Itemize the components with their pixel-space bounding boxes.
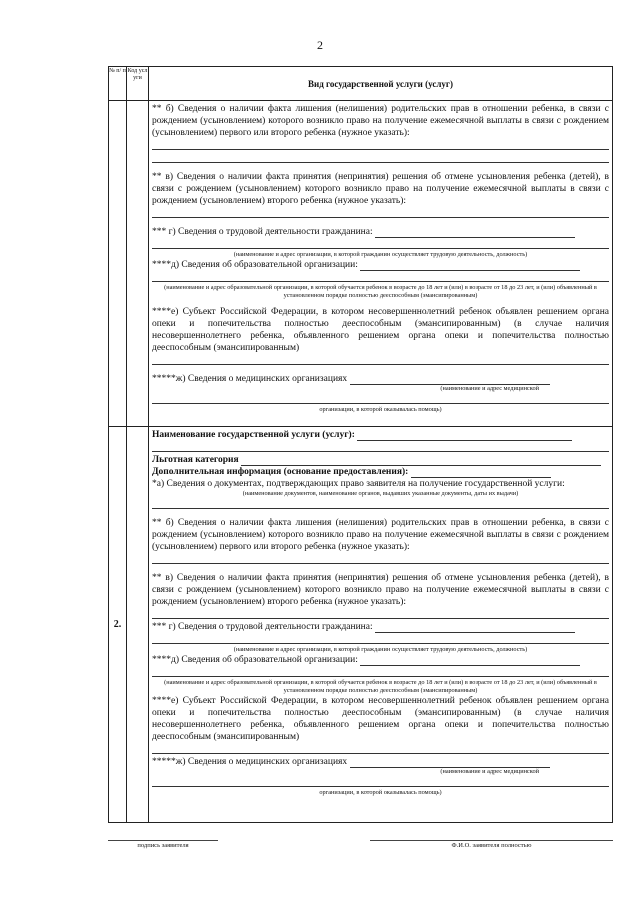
row1-v-field[interactable] (152, 207, 609, 218)
row2-g-field-2[interactable] (152, 633, 609, 644)
row1-d-note: (наименование и адрес образовательной организации, в которой обучается ребенок в возрасте до 18 лет и (или) в возрасте от 18 до 23 лет, и (или) объявленный в установленном порядке полностью дееспособным (эмансипированным) (164, 284, 597, 299)
row2-code-cell (127, 427, 149, 823)
row2-additional-label: Дополнительная информация (основание предоставления): (152, 467, 409, 477)
row2-content (149, 427, 613, 823)
row2-zh-field-2[interactable] (152, 776, 609, 787)
table-row (109, 427, 613, 823)
row2-item-a: *а) Сведения о документах, подтверждающих право заявителя на получение государственной услуги: (152, 479, 565, 489)
row1-code-cell (127, 101, 149, 427)
services-table (108, 66, 613, 823)
row1-item-v: ** в) Сведения о наличии факта принятия (непринятия) решения об отмене усыновления ребенка (детей), в связи с рождением (усыновлением) которого возникло право на получение ежемесячной выплаты в связи с рождением (усыновлением) второго ребенка (нужное указать): (152, 172, 609, 206)
row1-zh-note1: (наименование и адрес медицинской (440, 385, 539, 392)
full-name-line[interactable] (370, 840, 613, 841)
row1-zh-field[interactable] (350, 375, 550, 385)
row2-a-note: (наименование документов, наименование органов, выдавших указанные документы, даты их выдачи) (242, 490, 519, 497)
row1-d-field-2[interactable] (152, 271, 609, 282)
row2-name-field[interactable] (357, 431, 572, 441)
full-name-label: Ф.И.О. заявителя полностью (451, 842, 532, 849)
row2-additional-field[interactable] (411, 468, 551, 478)
row2-e-field[interactable] (152, 743, 609, 754)
row1-item-d: ****д) Сведения об образовательной организации: (152, 260, 358, 270)
table-row (109, 101, 613, 427)
row1-e-field[interactable] (152, 354, 609, 365)
row2-v-field[interactable] (152, 608, 609, 619)
row2-g-note: (наименование и адрес организации, в которой гражданин осуществляет трудовую деятельность, должность) (233, 646, 528, 653)
row2-zh-note1: (наименование и адрес медицинской (440, 768, 539, 775)
row1-g-note: (наименование и адрес организации, в которой гражданин осуществляет трудовую деятельность, должность) (233, 251, 528, 258)
row2-g-field[interactable] (375, 623, 575, 633)
row2-item-g: *** г) Сведения о трудовой деятельности гражданина: (152, 622, 373, 632)
row2-name-field-2[interactable] (152, 441, 609, 452)
row1-number-cell (109, 101, 127, 427)
row2-category-field[interactable] (241, 456, 601, 466)
row1-content (149, 101, 613, 427)
row2-item-v: ** в) Сведения о наличии факта принятия (непринятия) решения об отмене усыновления ребенка (детей), в связи с рождением (усыновлением) которого возникло право на получение ежемесячной выплаты в связи с рождением (усыновлением) второго ребенка (нужное указать): (152, 573, 609, 607)
row2-item-zh: *****ж) Сведения о медицинских организациях (152, 757, 348, 767)
row2-name-label: Наименование государственной услуги (услуг): (152, 430, 355, 440)
table-header-row (109, 67, 613, 101)
row2-a-field[interactable] (152, 498, 609, 509)
row2-zh-note2: организации, в которой оказывалась помощь) (319, 789, 442, 796)
row2-b-field[interactable] (152, 553, 609, 564)
row1-zh-field-2[interactable] (152, 393, 609, 404)
row1-g-field[interactable] (375, 228, 575, 238)
row1-zh-note2: организации, в которой оказывалась помощь) (319, 406, 442, 413)
col-number-header: № п/ п (109, 67, 127, 101)
col-service-header: Вид государственной услуги (услуг) (149, 67, 613, 101)
col-code-header: Код усл уги (127, 67, 149, 101)
page-number: 2 (317, 38, 323, 52)
row2-zh-field[interactable] (350, 758, 550, 768)
row2-category-label: Льготная категория (152, 455, 239, 465)
row1-d-field[interactable] (360, 261, 580, 271)
row2-d-field[interactable] (360, 656, 580, 666)
signature-line[interactable] (108, 840, 218, 841)
row2-number: 2. (109, 427, 127, 823)
row1-b-field-2[interactable] (152, 152, 609, 163)
row1-b-field[interactable] (152, 139, 609, 150)
row2-item-b: ** б) Сведения о наличии факта лишения (нелишения) родительских прав в отношении ребенка, в связи с рождением (усыновлением) которого возникло право на получение ежемесячной выплаты в связи с рождением (усыновлением) первого или второго ребенка (нужное указать): (152, 518, 609, 552)
row1-g-field-2[interactable] (152, 238, 609, 249)
row1-item-e: ****е) Субъект Российской Федерации, в котором несовершеннолетний ребенок объявлен решением органа опеки и попечительства полностью дееспособным (эмансипированным) (в случае наличия несовершеннолетнего ребенка, объявленного решением органа опеки и попечительства полностью дееспособным (эмансипированным) (152, 307, 609, 353)
row2-d-note: (наименование и адрес образовательной организации, в которой обучается ребенок в возрасте до 18 лет и (или) в возрасте от 18 до 23 лет, и (или) объявленный в установленном порядке полностью дееспособным (эмансипированным) (164, 679, 597, 694)
row2-d-field-2[interactable] (152, 666, 609, 677)
row2-item-d: ****д) Сведения об образовательной организации: (152, 655, 358, 665)
signature-label: подпись заявителя (137, 842, 189, 849)
row2-item-e: ****е) Субъект Российской Федерации, в котором несовершеннолетний ребенок объявлен решением органа опеки и попечительства полностью дееспособным (эмансипированным) (в случае наличия несовершеннолетнего ребенка, объявленного решением органа опеки и попечительства полностью дееспособным (эмансипированным) (152, 696, 609, 742)
row1-item-b: ** б) Сведения о наличии факта лишения (нелишения) родительских прав в отношении ребенка, в связи с рождением (усыновлением) которого возникло право на получение ежемесячной выплаты в связи с рождением (усыновлением) первого или второго ребенка (нужное указать): (152, 104, 609, 138)
row1-item-g: *** г) Сведения о трудовой деятельности гражданина: (152, 227, 373, 237)
row1-item-zh: *****ж) Сведения о медицинских организациях (152, 374, 348, 384)
